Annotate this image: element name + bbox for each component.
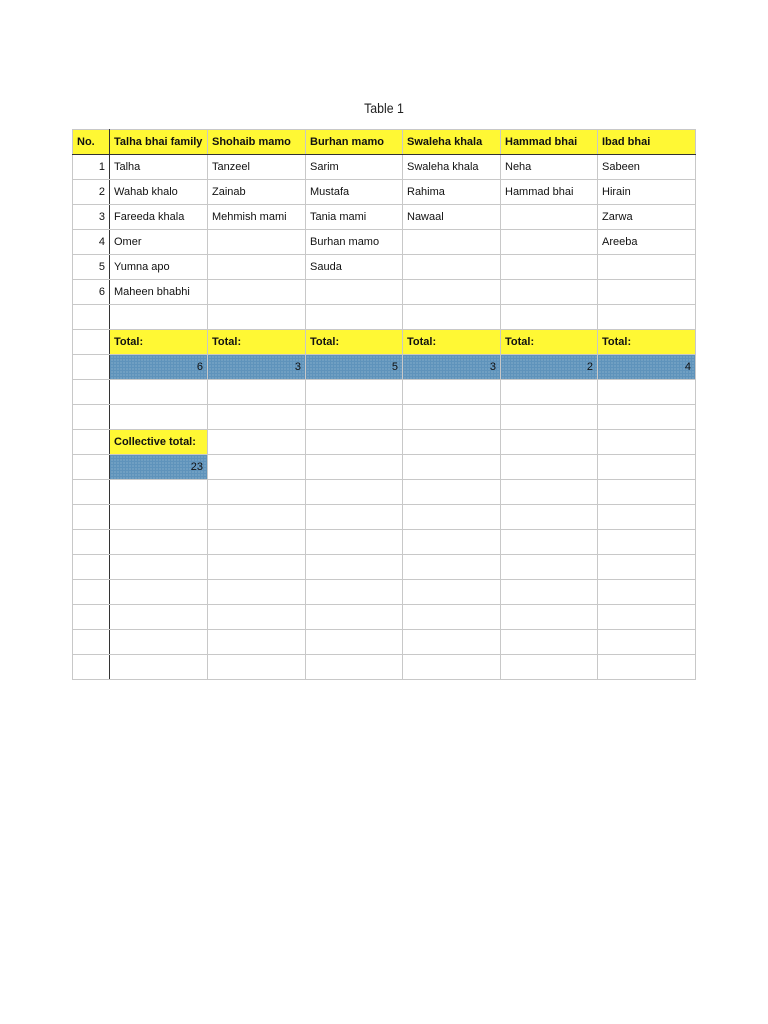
empty-cell[interactable] [501,530,598,555]
empty-cell[interactable] [403,605,501,630]
empty-cell[interactable] [208,630,306,655]
empty-cell[interactable] [306,505,403,530]
name-cell[interactable] [598,255,696,280]
empty-cell[interactable] [501,630,598,655]
empty-cell[interactable] [110,655,208,680]
row-number-cell[interactable] [73,605,110,630]
row-number-cell[interactable] [73,530,110,555]
row-number-cell[interactable] [73,630,110,655]
empty-cell[interactable] [501,430,598,455]
empty-cell[interactable] [598,630,696,655]
empty-cell[interactable] [208,655,306,680]
empty-cell[interactable] [208,605,306,630]
name-cell[interactable] [598,280,696,305]
row-number-cell[interactable] [73,505,110,530]
empty-cell[interactable] [110,405,208,430]
empty-cell[interactable] [403,480,501,505]
name-cell[interactable] [403,230,501,255]
empty-cell[interactable] [598,305,696,330]
name-cell[interactable]: Omer [110,230,208,255]
empty-row [73,305,696,330]
name-cell[interactable]: Fareeda khala [110,205,208,230]
header-cell-no[interactable]: No. [73,130,110,155]
empty-cell[interactable] [403,505,501,530]
empty-cell[interactable] [501,480,598,505]
empty-cell[interactable] [306,380,403,405]
table-row [73,255,696,280]
empty-cell[interactable] [403,530,501,555]
total-label-cell[interactable]: Total: [110,330,208,355]
row-number-cell[interactable] [73,305,110,330]
empty-row [73,655,696,680]
name-cell[interactable] [501,280,598,305]
empty-cell[interactable] [501,380,598,405]
name-cell[interactable]: Zarwa [598,205,696,230]
empty-row [73,380,696,405]
empty-cell[interactable] [208,555,306,580]
empty-cell[interactable] [306,630,403,655]
spreadsheet-table [72,129,696,680]
empty-cell[interactable] [208,430,306,455]
name-cell[interactable]: Tania mami [306,205,403,230]
table-row [73,205,696,230]
collective-total-label[interactable]: Collective total: [110,430,208,455]
row-number-cell[interactable]: 6 [73,280,110,305]
empty-cell[interactable] [501,555,598,580]
name-cell[interactable]: Neha [501,155,598,180]
empty-cell[interactable] [598,380,696,405]
total-label-cell[interactable]: Total: [208,330,306,355]
empty-cell[interactable] [403,630,501,655]
empty-cell[interactable] [598,480,696,505]
row-number-cell[interactable]: 5 [73,255,110,280]
empty-cell[interactable] [598,455,696,480]
name-cell[interactable] [208,255,306,280]
table-row [73,230,696,255]
empty-row [73,630,696,655]
empty-cell[interactable] [110,580,208,605]
total-label-cell[interactable]: Total: [306,330,403,355]
name-cell[interactable]: Rahima [403,180,501,205]
empty-cell[interactable] [403,580,501,605]
name-cell[interactable]: Mustafa [306,180,403,205]
row-number-cell[interactable] [73,555,110,580]
name-cell[interactable]: Yumna apo [110,255,208,280]
empty-row [73,605,696,630]
name-cell[interactable]: Burhan mamo [306,230,403,255]
empty-row [73,530,696,555]
empty-cell[interactable] [501,305,598,330]
empty-cell[interactable] [306,430,403,455]
empty-cell[interactable] [208,405,306,430]
header-cell[interactable]: Burhan mamo [306,130,403,155]
empty-cell[interactable] [110,380,208,405]
empty-cell[interactable] [598,655,696,680]
total-value-cell[interactable]: 5 [306,355,403,380]
name-cell[interactable]: Wahab khalo [110,180,208,205]
name-cell[interactable] [208,280,306,305]
empty-cell[interactable] [501,505,598,530]
empty-cell[interactable] [403,380,501,405]
empty-cell[interactable] [598,530,696,555]
name-cell[interactable]: Nawaal [403,205,501,230]
empty-cell[interactable] [208,580,306,605]
row-number-cell[interactable] [73,655,110,680]
total-value-row [73,355,696,380]
empty-cell[interactable] [306,480,403,505]
empty-cell[interactable] [501,605,598,630]
empty-cell[interactable] [403,405,501,430]
row-number-cell[interactable] [73,355,110,380]
collective-total-value[interactable]: 23 [110,455,208,480]
row-number-cell[interactable] [73,580,110,605]
name-cell[interactable] [501,205,598,230]
name-cell[interactable]: Sarim [306,155,403,180]
name-cell[interactable]: Areeba [598,230,696,255]
empty-cell[interactable] [208,530,306,555]
empty-cell[interactable] [403,305,501,330]
row-number-cell[interactable]: 1 [73,155,110,180]
table-title: Table 1 [364,100,404,116]
empty-cell[interactable] [110,305,208,330]
name-cell[interactable] [403,255,501,280]
table-row [73,155,696,180]
name-cell[interactable]: Hirain [598,180,696,205]
name-cell[interactable]: Mehmish mami [208,205,306,230]
empty-row [73,580,696,605]
name-cell[interactable]: Tanzeel [208,155,306,180]
empty-cell[interactable] [598,505,696,530]
total-value-cell[interactable]: 3 [208,355,306,380]
row-number-cell[interactable] [73,330,110,355]
empty-cell[interactable] [110,630,208,655]
empty-cell[interactable] [306,305,403,330]
row-number-cell[interactable] [73,405,110,430]
total-label-cell[interactable]: Total: [403,330,501,355]
collective-label-row [73,430,696,455]
name-cell[interactable] [501,230,598,255]
name-cell[interactable]: Maheen bhabhi [110,280,208,305]
row-number-cell[interactable] [73,430,110,455]
row-number-cell[interactable] [73,480,110,505]
name-cell[interactable] [501,255,598,280]
empty-cell[interactable] [598,405,696,430]
empty-cell[interactable] [403,430,501,455]
name-cell[interactable]: Sauda [306,255,403,280]
total-value-cell[interactable]: 4 [598,355,696,380]
name-cell[interactable]: Swaleha khala [403,155,501,180]
empty-cell[interactable] [110,555,208,580]
table-row [73,180,696,205]
total-label-cell[interactable]: Total: [598,330,696,355]
empty-cell[interactable] [110,480,208,505]
empty-cell[interactable] [403,455,501,480]
name-cell[interactable] [306,280,403,305]
empty-cell[interactable] [501,405,598,430]
name-cell[interactable]: Talha [110,155,208,180]
name-cell[interactable] [403,280,501,305]
empty-row [73,405,696,430]
empty-cell[interactable] [403,555,501,580]
total-value-cell[interactable]: 2 [501,355,598,380]
header-cell[interactable]: Ibad bhai [598,130,696,155]
empty-row [73,555,696,580]
row-number-cell[interactable]: 4 [73,230,110,255]
name-cell[interactable]: Hammad bhai [501,180,598,205]
empty-cell[interactable] [110,505,208,530]
table-row [73,280,696,305]
empty-cell[interactable] [306,655,403,680]
empty-cell[interactable] [501,580,598,605]
empty-cell[interactable] [501,455,598,480]
empty-cell[interactable] [306,530,403,555]
empty-cell[interactable] [208,455,306,480]
empty-row [73,480,696,505]
row-number-cell[interactable]: 2 [73,180,110,205]
empty-cell[interactable] [208,305,306,330]
row-number-cell[interactable] [73,455,110,480]
name-cell[interactable]: Zainab [208,180,306,205]
empty-cell[interactable] [598,430,696,455]
row-number-cell[interactable]: 3 [73,205,110,230]
empty-cell[interactable] [110,605,208,630]
empty-cell[interactable] [208,480,306,505]
empty-cell[interactable] [403,655,501,680]
total-value-cell[interactable]: 6 [110,355,208,380]
total-label-row [73,330,696,355]
empty-row [73,505,696,530]
empty-cell[interactable] [501,655,598,680]
empty-cell[interactable] [306,555,403,580]
row-number-cell[interactable] [73,380,110,405]
collective-value-row [73,455,696,480]
empty-cell[interactable] [306,405,403,430]
empty-cell[interactable] [306,605,403,630]
empty-cell[interactable] [598,580,696,605]
header-cell[interactable]: Swaleha khala [403,130,501,155]
header-cell[interactable]: Hammad bhai [501,130,598,155]
header-row [73,130,696,155]
empty-cell[interactable] [208,505,306,530]
total-label-cell[interactable]: Total: [501,330,598,355]
empty-cell[interactable] [208,380,306,405]
total-value-cell[interactable]: 3 [403,355,501,380]
empty-cell[interactable] [306,580,403,605]
header-cell[interactable]: Talha bhai family [110,130,208,155]
name-cell[interactable]: Sabeen [598,155,696,180]
header-cell[interactable]: Shohaib mamo [208,130,306,155]
empty-cell[interactable] [306,455,403,480]
name-cell[interactable] [208,230,306,255]
empty-cell[interactable] [598,605,696,630]
empty-cell[interactable] [110,530,208,555]
empty-cell[interactable] [598,555,696,580]
